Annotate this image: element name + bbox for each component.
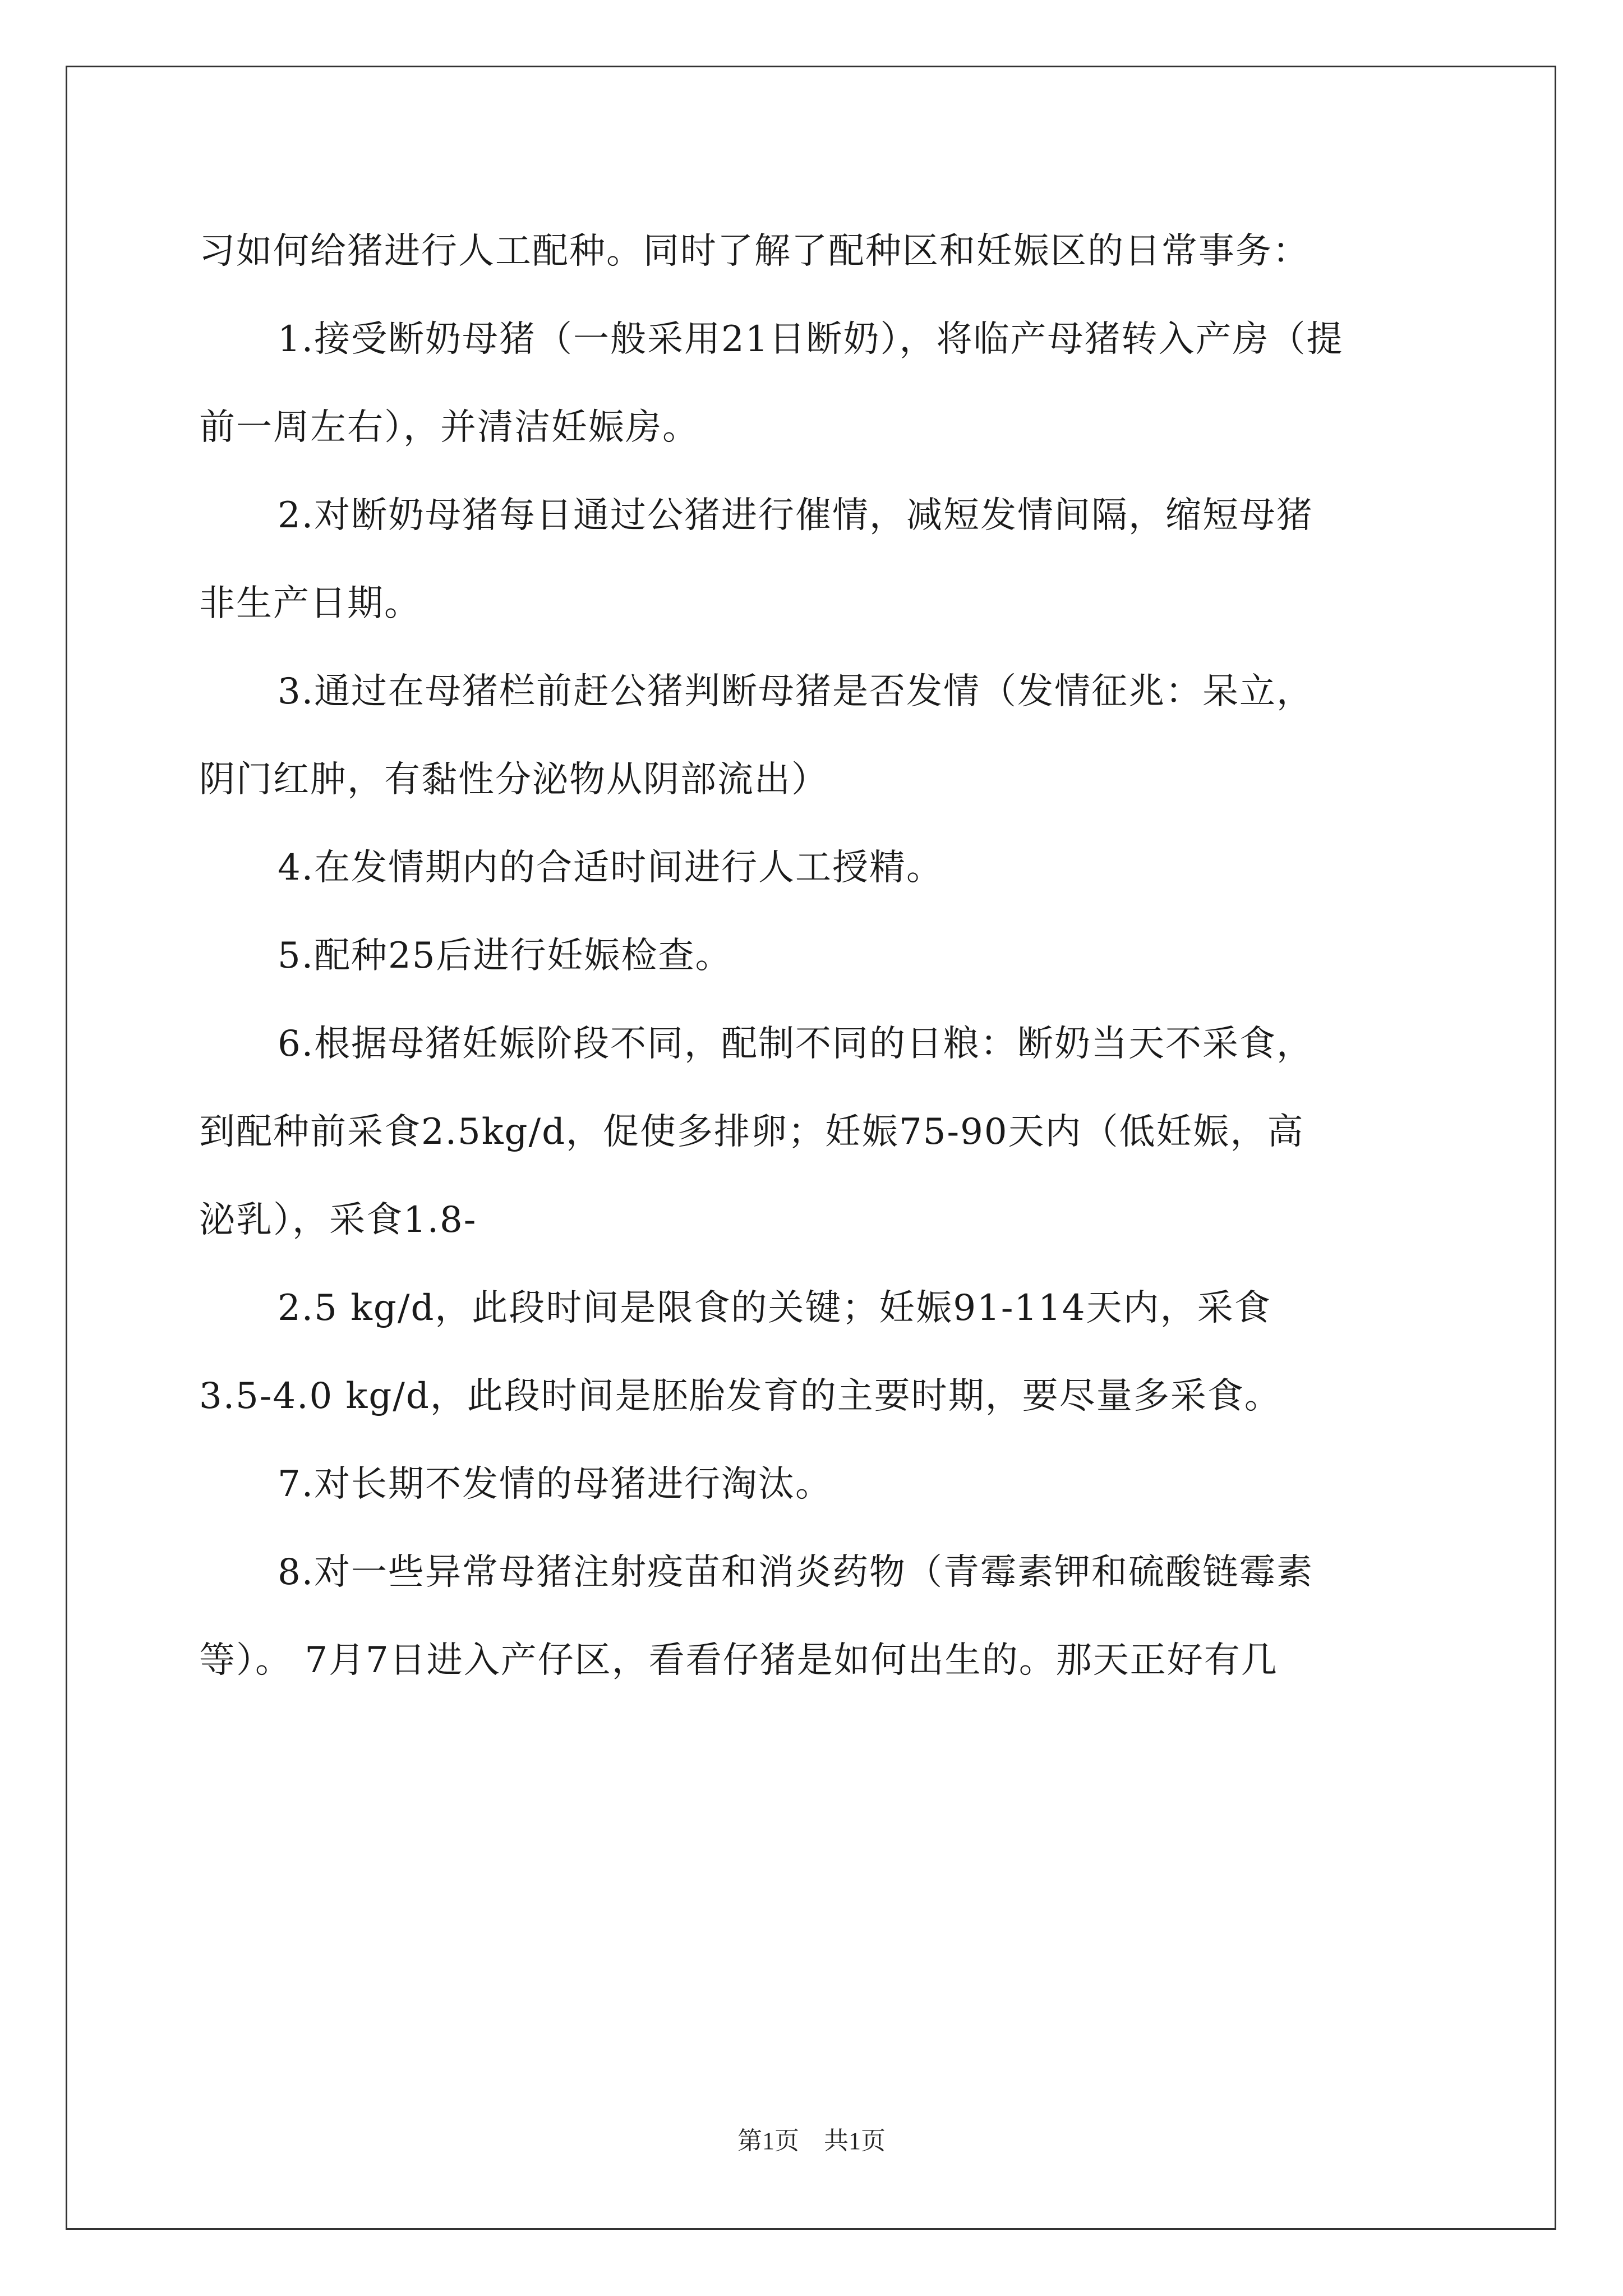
text-line: 泌乳），采食1.8- (199, 1199, 477, 1241)
text-line: 8.对一些异常母猪注射疫苗和消炎药物（青霉素钾和硫酸链霉素 (278, 1552, 1314, 1593)
document-body (199, 208, 1433, 1705)
text-line: 到配种前采食2.5kg/d，促使多排卵；妊娠75-90天内（低妊娠，高 (199, 1111, 1304, 1153)
text-line: 2.5 kg/d，此段时间是限食的关键；妊娠91-114天内，采食 (278, 1287, 1271, 1329)
text-line: 7.对长期不发情的母猪进行淘汰。 (278, 1464, 833, 1505)
text-line: 阴门红肿，有黏性分泌物从阴部流出） (199, 759, 828, 800)
text-line: 3.通过在母猪栏前赶公猪判断母猪是否发情（发情征兆：呆立， (278, 671, 1314, 712)
text-line: 2.对断奶母猪每日通过公猪进行催情，减短发情间隔，缩短母猪 (278, 495, 1314, 536)
text-line: 非生产日期。 (199, 583, 421, 624)
page-number-footer: 第1页 共1页 (737, 2127, 886, 2155)
text-line: 前一周左右），并清洁妊娠房。 (199, 407, 699, 448)
text-line: 4.在发情期内的合适时间进行人工授精。 (278, 847, 944, 889)
text-line: 6.根据母猪妊娠阶段不同，配制不同的日粮：断奶当天不采食， (278, 1023, 1314, 1065)
text-line: 1.接受断奶母猪（一般采用21日断奶），将临产母猪转入产房（提 (278, 319, 1344, 360)
text-line: 3.5-4.0 kg/d，此段时间是胚胎发育的主要时期，要尽量多采食。 (199, 1375, 1281, 1417)
text-line: 习如何给猪进行人工配种。同时了解了配种区和妊娠区的日常事务： (199, 231, 1310, 272)
text-line: 等）。 7月7日进入产仔区，看看仔猪是如何出生的。那天正好有几 (199, 1640, 1278, 1681)
text-line: 5.配种25后进行妊娠检查。 (278, 935, 732, 977)
